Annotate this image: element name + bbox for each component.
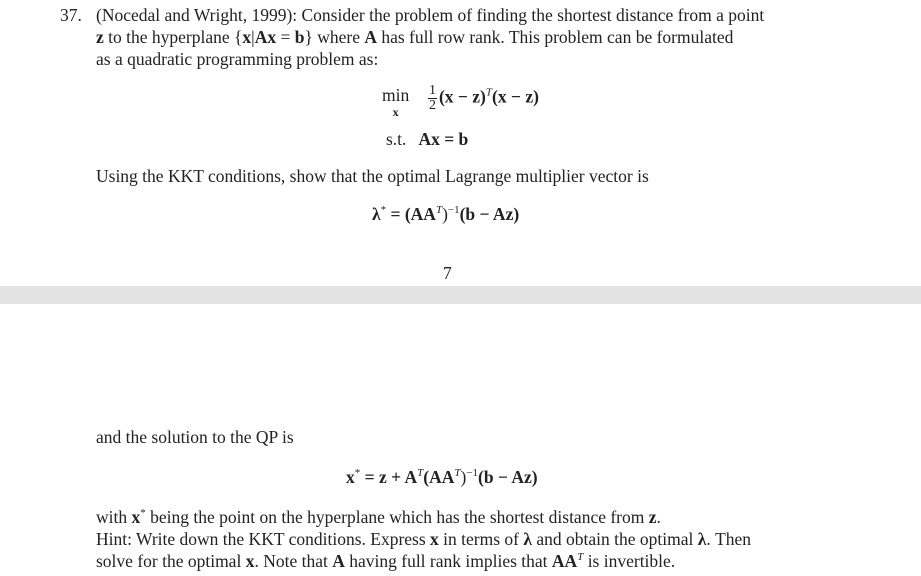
x-star-equation bbox=[346, 466, 538, 488]
qp-objective bbox=[382, 84, 539, 118]
hint-line-1 bbox=[96, 528, 751, 550]
kkt-line: Using the KKT conditions, show that the optimal Lagrange multiplier vector is bbox=[96, 166, 649, 186]
transpose-mark: T bbox=[485, 86, 493, 99]
min-operator bbox=[382, 84, 409, 118]
lambda-eq-b: ) bbox=[442, 204, 448, 224]
text-fragment: Hint: Write down the KKT conditions. Express bbox=[96, 529, 431, 549]
hint-line-2 bbox=[96, 550, 675, 572]
transpose-mark: T bbox=[577, 551, 584, 563]
var-lambda: λ bbox=[697, 529, 707, 549]
min-variable: x bbox=[392, 105, 399, 119]
var-z: z bbox=[96, 27, 104, 47]
var-x: x bbox=[245, 551, 255, 571]
with-line bbox=[96, 506, 661, 528]
var-lambda: λ bbox=[523, 529, 532, 549]
constraint-equation: Ax = b bbox=[418, 129, 469, 149]
subject-to-label: s.t. bbox=[386, 129, 407, 149]
lambda-eq-c: (b − Az) bbox=[459, 204, 520, 224]
var-z: z bbox=[648, 507, 657, 527]
text-fragment: having full rank implies that bbox=[344, 551, 552, 571]
inverse-mark: −1 bbox=[466, 467, 479, 479]
intro-line-3: as a quadratic programming problem as: bbox=[96, 49, 379, 69]
optimal-star: * bbox=[140, 507, 146, 519]
text-fragment: is invertible. bbox=[583, 551, 676, 571]
transpose-mark: T bbox=[435, 204, 443, 216]
solution-line: and the solution to the QP is bbox=[96, 427, 294, 447]
text-fragment: | bbox=[251, 27, 255, 47]
var-AA: AA bbox=[551, 551, 578, 571]
var-x: x bbox=[430, 529, 439, 549]
text-fragment: and obtain the optimal bbox=[531, 529, 698, 549]
text-fragment: . Then bbox=[706, 529, 752, 549]
var-b: b bbox=[294, 27, 305, 47]
lambda-eq-a: = (AA bbox=[386, 204, 436, 224]
var-A: A bbox=[332, 551, 345, 571]
transpose-mark: T bbox=[454, 467, 461, 479]
problem-number: 37. bbox=[60, 5, 82, 25]
min-label: min bbox=[382, 85, 410, 105]
lambda-equation bbox=[372, 203, 519, 225]
optimal-star: * bbox=[354, 467, 361, 479]
text-fragment: = bbox=[276, 27, 295, 47]
var-A: A bbox=[364, 27, 377, 47]
text-fragment: has full row rank. This problem can be formulated bbox=[376, 27, 734, 47]
text-fragment: } where bbox=[304, 27, 365, 47]
intro-line-2 bbox=[96, 26, 733, 48]
inverse-mark: −1 bbox=[447, 204, 460, 216]
text-fragment: being the point on the hyperplane which has the shortest distance from bbox=[145, 507, 649, 527]
intro-line-1: (Nocedal and Wright, 1999): Consider the problem of finding the shortest distance from a point bbox=[96, 5, 765, 25]
transpose-mark: T bbox=[417, 467, 424, 479]
var-x: x bbox=[131, 507, 141, 527]
fraction-denominator: 2 bbox=[428, 98, 436, 113]
text-fragment: . Note that bbox=[254, 551, 333, 571]
page-separator bbox=[0, 286, 921, 304]
x-eq-b: (AA bbox=[423, 467, 455, 487]
text-fragment: in terms of bbox=[438, 529, 524, 549]
qp-constraint bbox=[386, 128, 468, 150]
fraction-numerator: 1 bbox=[428, 83, 436, 98]
text-fragment: with bbox=[96, 507, 132, 527]
text-fragment: solve for the optimal bbox=[96, 551, 246, 571]
var-Ax: Ax bbox=[254, 27, 277, 47]
x-eq-a: = z + A bbox=[360, 467, 418, 487]
x-symbol: x bbox=[346, 467, 355, 487]
x-eq-d: (b − Az) bbox=[478, 467, 538, 487]
optimal-star: * bbox=[380, 204, 387, 216]
half-fraction bbox=[428, 84, 437, 113]
x-eq-c: ) bbox=[460, 467, 467, 487]
text-fragment: . bbox=[656, 507, 661, 527]
text-fragment: to the hyperplane { bbox=[103, 27, 243, 47]
objective-right: (x − z) bbox=[492, 86, 539, 107]
objective-left: (x − z) bbox=[438, 86, 486, 107]
lambda-symbol: λ bbox=[372, 204, 381, 224]
page-number: 7 bbox=[443, 263, 452, 283]
var-x: x bbox=[242, 27, 252, 47]
